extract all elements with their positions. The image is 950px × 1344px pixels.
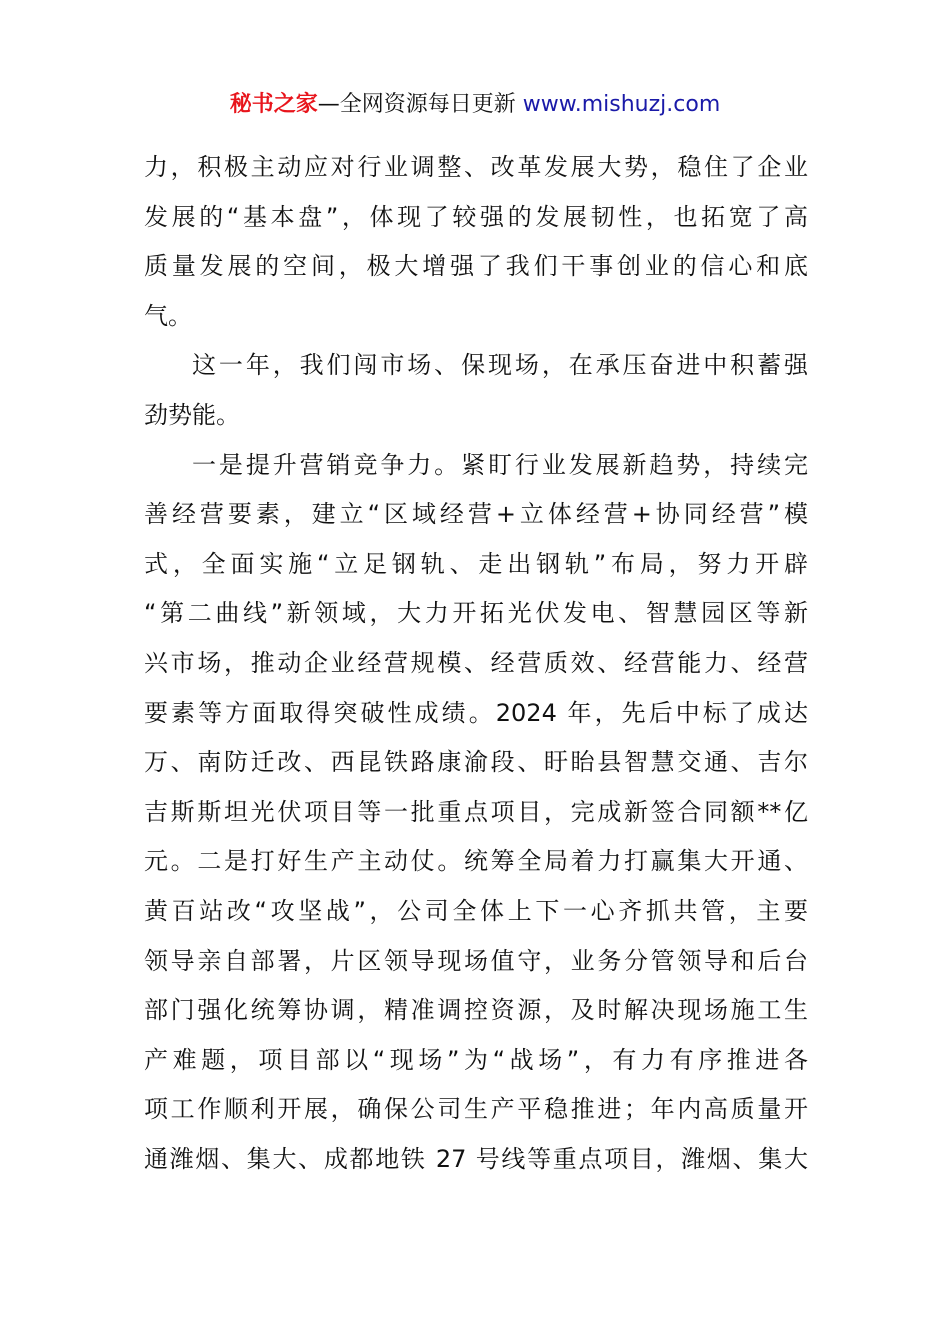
header-url-link[interactable]: www.mishuzj.com (522, 92, 721, 117)
body-line: 产难题，项目部以“现场”为“战场”，有力有序推进各 (144, 1045, 808, 1074)
body-line: 质量发展的空间，极大增强了我们干事创业的信心和底 (144, 252, 808, 281)
body-line: 通潍烟、集大、成都地铁 27 号线等重点项目，潍烟、集大 (144, 1144, 808, 1173)
body-line: 万、南防迁改、西昆铁路康渝段、盱眙县智慧交通、吉尔 (144, 748, 808, 777)
body-line: 发展的“基本盘”，体现了较强的发展韧性，也拓宽了高 (144, 202, 808, 231)
body-line: 元。二是打好生产主动仗。统筹全局着力打赢集大开通、 (144, 847, 808, 876)
body-line: 部门强化统筹协调，精准调控资源，及时解决现场施工生 (144, 996, 808, 1025)
header-brand: 秘书之家 (229, 92, 318, 117)
body-line: “第二曲线”新领域，大力开拓光伏发电、智慧园区等新 (144, 599, 808, 628)
page-header (0, 88, 950, 122)
body-line: 气。 (144, 301, 192, 330)
body-line: 黄百站改“攻坚战”，公司全体上下一心齐抓共管，主要 (144, 896, 808, 925)
body-line: 要素等方面取得突破性成绩。2024 年，先后中标了成达 (144, 698, 808, 727)
document-body (144, 143, 808, 1184)
body-line: 兴市场，推动企业经营规模、经营质效、经营能力、经营 (144, 648, 808, 677)
body-line: 项工作顺利开展，确保公司生产平稳推进；年内高质量开 (144, 1095, 808, 1124)
body-line: 式，全面实施“立足钢轨、走出钢轨”布局，努力开辟 (144, 549, 808, 578)
body-line: 劲势能。 (144, 400, 240, 429)
body-line: 领导亲自部署，片区领导现场值守，业务分管领导和后台 (144, 946, 808, 975)
body-line: 善经营要素，建立“区域经营+立体经营+协同经营”模 (144, 500, 808, 529)
header-tagline: —全网资源每日更新 (317, 92, 516, 117)
body-line: 力，积极主动应对行业调整、改革发展大势，稳住了企业 (144, 153, 808, 181)
body-line: 一是提升营销竞争力。紧盯行业发展新趋势，持续完 (192, 450, 808, 479)
body-line: 这一年，我们闯市场、保现场，在承压奋进中积蓄强 (192, 351, 808, 380)
body-line: 吉斯斯坦光伏项目等一批重点项目，完成新签合同额**亿 (144, 797, 808, 826)
